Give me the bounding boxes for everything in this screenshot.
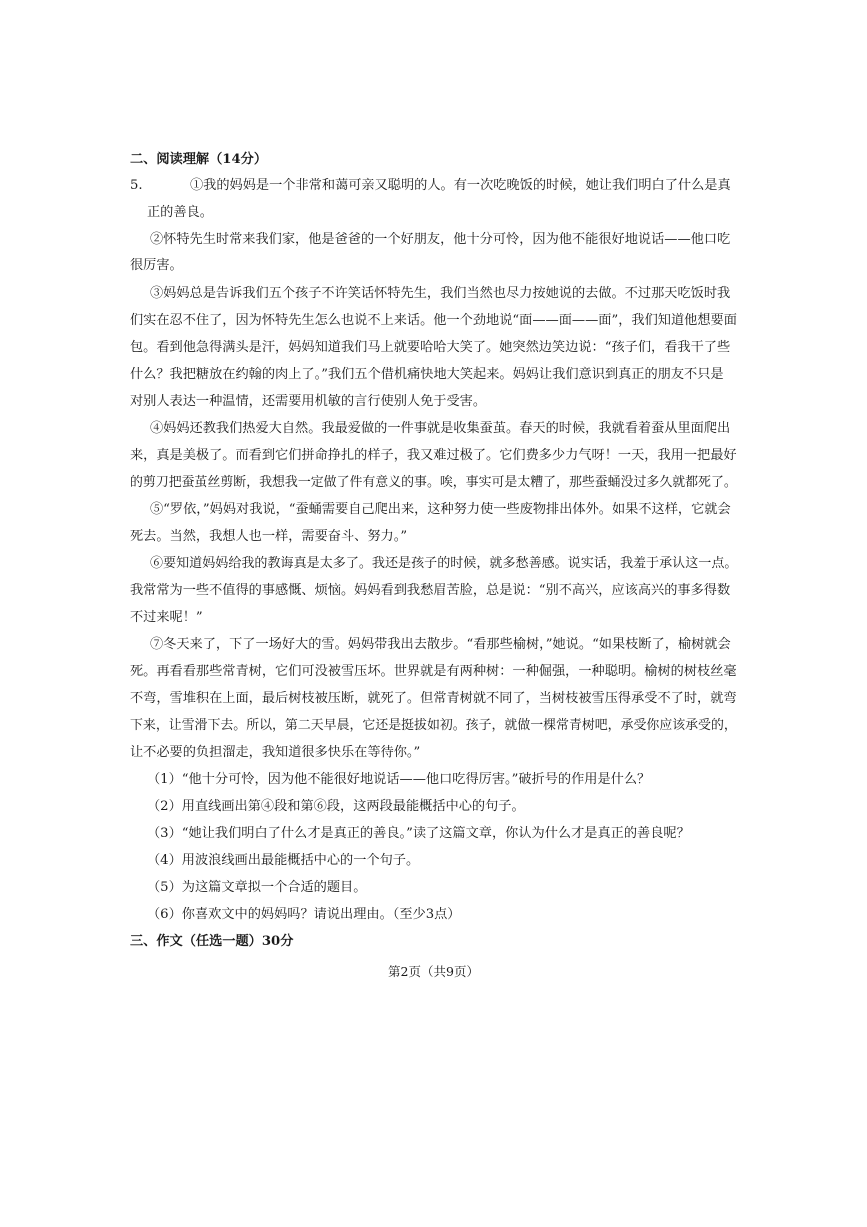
section-3-heading: 三、作文（任选一题）30分 <box>130 934 294 949</box>
passage-line: ⑤“罗依，”妈妈对我说，“蚕蛹需要自己爬出来，这种努力使一些废物排出体外。如果不这样，它就会 <box>150 502 731 517</box>
question-number: 5. <box>130 178 143 193</box>
passage-line: 对别人表达一种温情，还需要用机敏的言行使别人免于受害。 <box>130 394 487 409</box>
passage-line: 包。看到他急得满头是汗，妈妈知道我们马上就要哈哈大笑了。她突然边笑边说：“孩子们，看我干了些 <box>130 340 731 355</box>
passage-line: 我常常为一些不值得的事感慨、烦恼。妈妈看到我愁眉苦脸，总是说：“别不高兴，应该高兴的事多得数 <box>130 583 731 598</box>
sub-question: （2）用直线画出第④段和第⑥段，这两段最能概括中心的句子。 <box>147 799 525 814</box>
passage-line: 死。再看看那些常青树，它们可没被雪压坏。世界就是有两种树：一种倔强，一种聪明。榆树的树枝丝毫 <box>130 664 737 679</box>
sub-question: （6）你喜欢文中的妈妈吗？请说出理由。（至少3点） <box>147 907 461 922</box>
passage-line: ⑦冬天来了，下了一场好大的雪。妈妈带我出去散步。“看那些榆树，”她说。“如果枝断了，榆树就会 <box>150 637 731 652</box>
passage-line: ②怀特先生时常来我们家，他是爸爸的一个好朋友，他十分可怜，因为他不能很好地说话——他口吃 <box>150 232 731 247</box>
passage-line: 很厉害。 <box>130 258 183 273</box>
sub-question: （3）“她让我们明白了什么才是真正的善良。”读了这篇文章，你认为什么才是真正的善良呢？ <box>147 826 690 841</box>
passage-line: 不弯，雪堆积在上面，最后树枝被压断，就死了。但常青树就不同了，当树枝被雪压得承受不了时，就弯 <box>130 691 737 706</box>
passage-line: 什么？我把糖放在约翰的肉上了。”我们五个借机痛快地大笑起来。妈妈让我们意识到真正的朋友不只是 <box>130 367 724 382</box>
passage-line: 的剪刀把蚕茧丝剪断，我想我一定做了件有意义的事。唉，事实可是太糟了，那些蚕蛹没过多久就都死了。 <box>130 475 737 490</box>
sub-question: （1）“他十分可怜，因为他不能很好地说话——他口吃得厉害。”破折号的作用是什么？ <box>147 772 651 787</box>
passage-line: ⑥要知道妈妈给我的教诲真是太多了。我还是孩子的时候，就多愁善感。说实话，我羞于承认这一点。 <box>150 556 738 571</box>
page-footer: 第2页（共9页） <box>388 964 479 979</box>
passage-line: 让不必要的负担溜走，我知道很多快乐在等待你。” <box>130 745 421 760</box>
passage-line: ③妈妈总是告诉我们五个孩子不许笑话怀特先生，我们当然也尽力按她说的去做。不过那天吃饭时我 <box>150 286 731 301</box>
passage-line: 不过来呢！” <box>130 610 203 625</box>
passage-line: 正的善良。 <box>147 205 213 220</box>
passage-line: 下来，让雪滑下去。所以，第二天早晨，它还是挺拔如初。孩子，就做一棵常青树吧，承受你应该承受的， <box>130 718 737 733</box>
sub-question: （4）用波浪线画出最能概括中心的一个句子。 <box>147 853 420 868</box>
passage-line: 死去。当然，我想人也一样，需要奋斗、努力。” <box>130 529 408 544</box>
passage-line: 来，真是美极了。而看到它们拼命挣扎的样子，我又难过极了。它们费多少力气呀！一天，我用一把最好 <box>130 448 737 463</box>
passage-line: 们实在忍不住了，因为怀特先生怎么也说不上来话。他一个劲地说“面——面——面”，我们知道他想要面 <box>130 313 737 328</box>
section-2-heading: 二、阅读理解（14分） <box>130 152 268 167</box>
passage-line: ④妈妈还教我们热爱大自然。我最爱做的一件事就是收集蚕茧。春天的时候，我就看着蚕从里面爬出 <box>150 421 731 436</box>
sub-question: （5）为这篇文章拟一个合适的题目。 <box>147 880 367 895</box>
passage-line: ①我的妈妈是一个非常和蔼可亲又聪明的人。有一次吃晚饭的时候，她让我们明白了什么是真 <box>190 178 731 193</box>
